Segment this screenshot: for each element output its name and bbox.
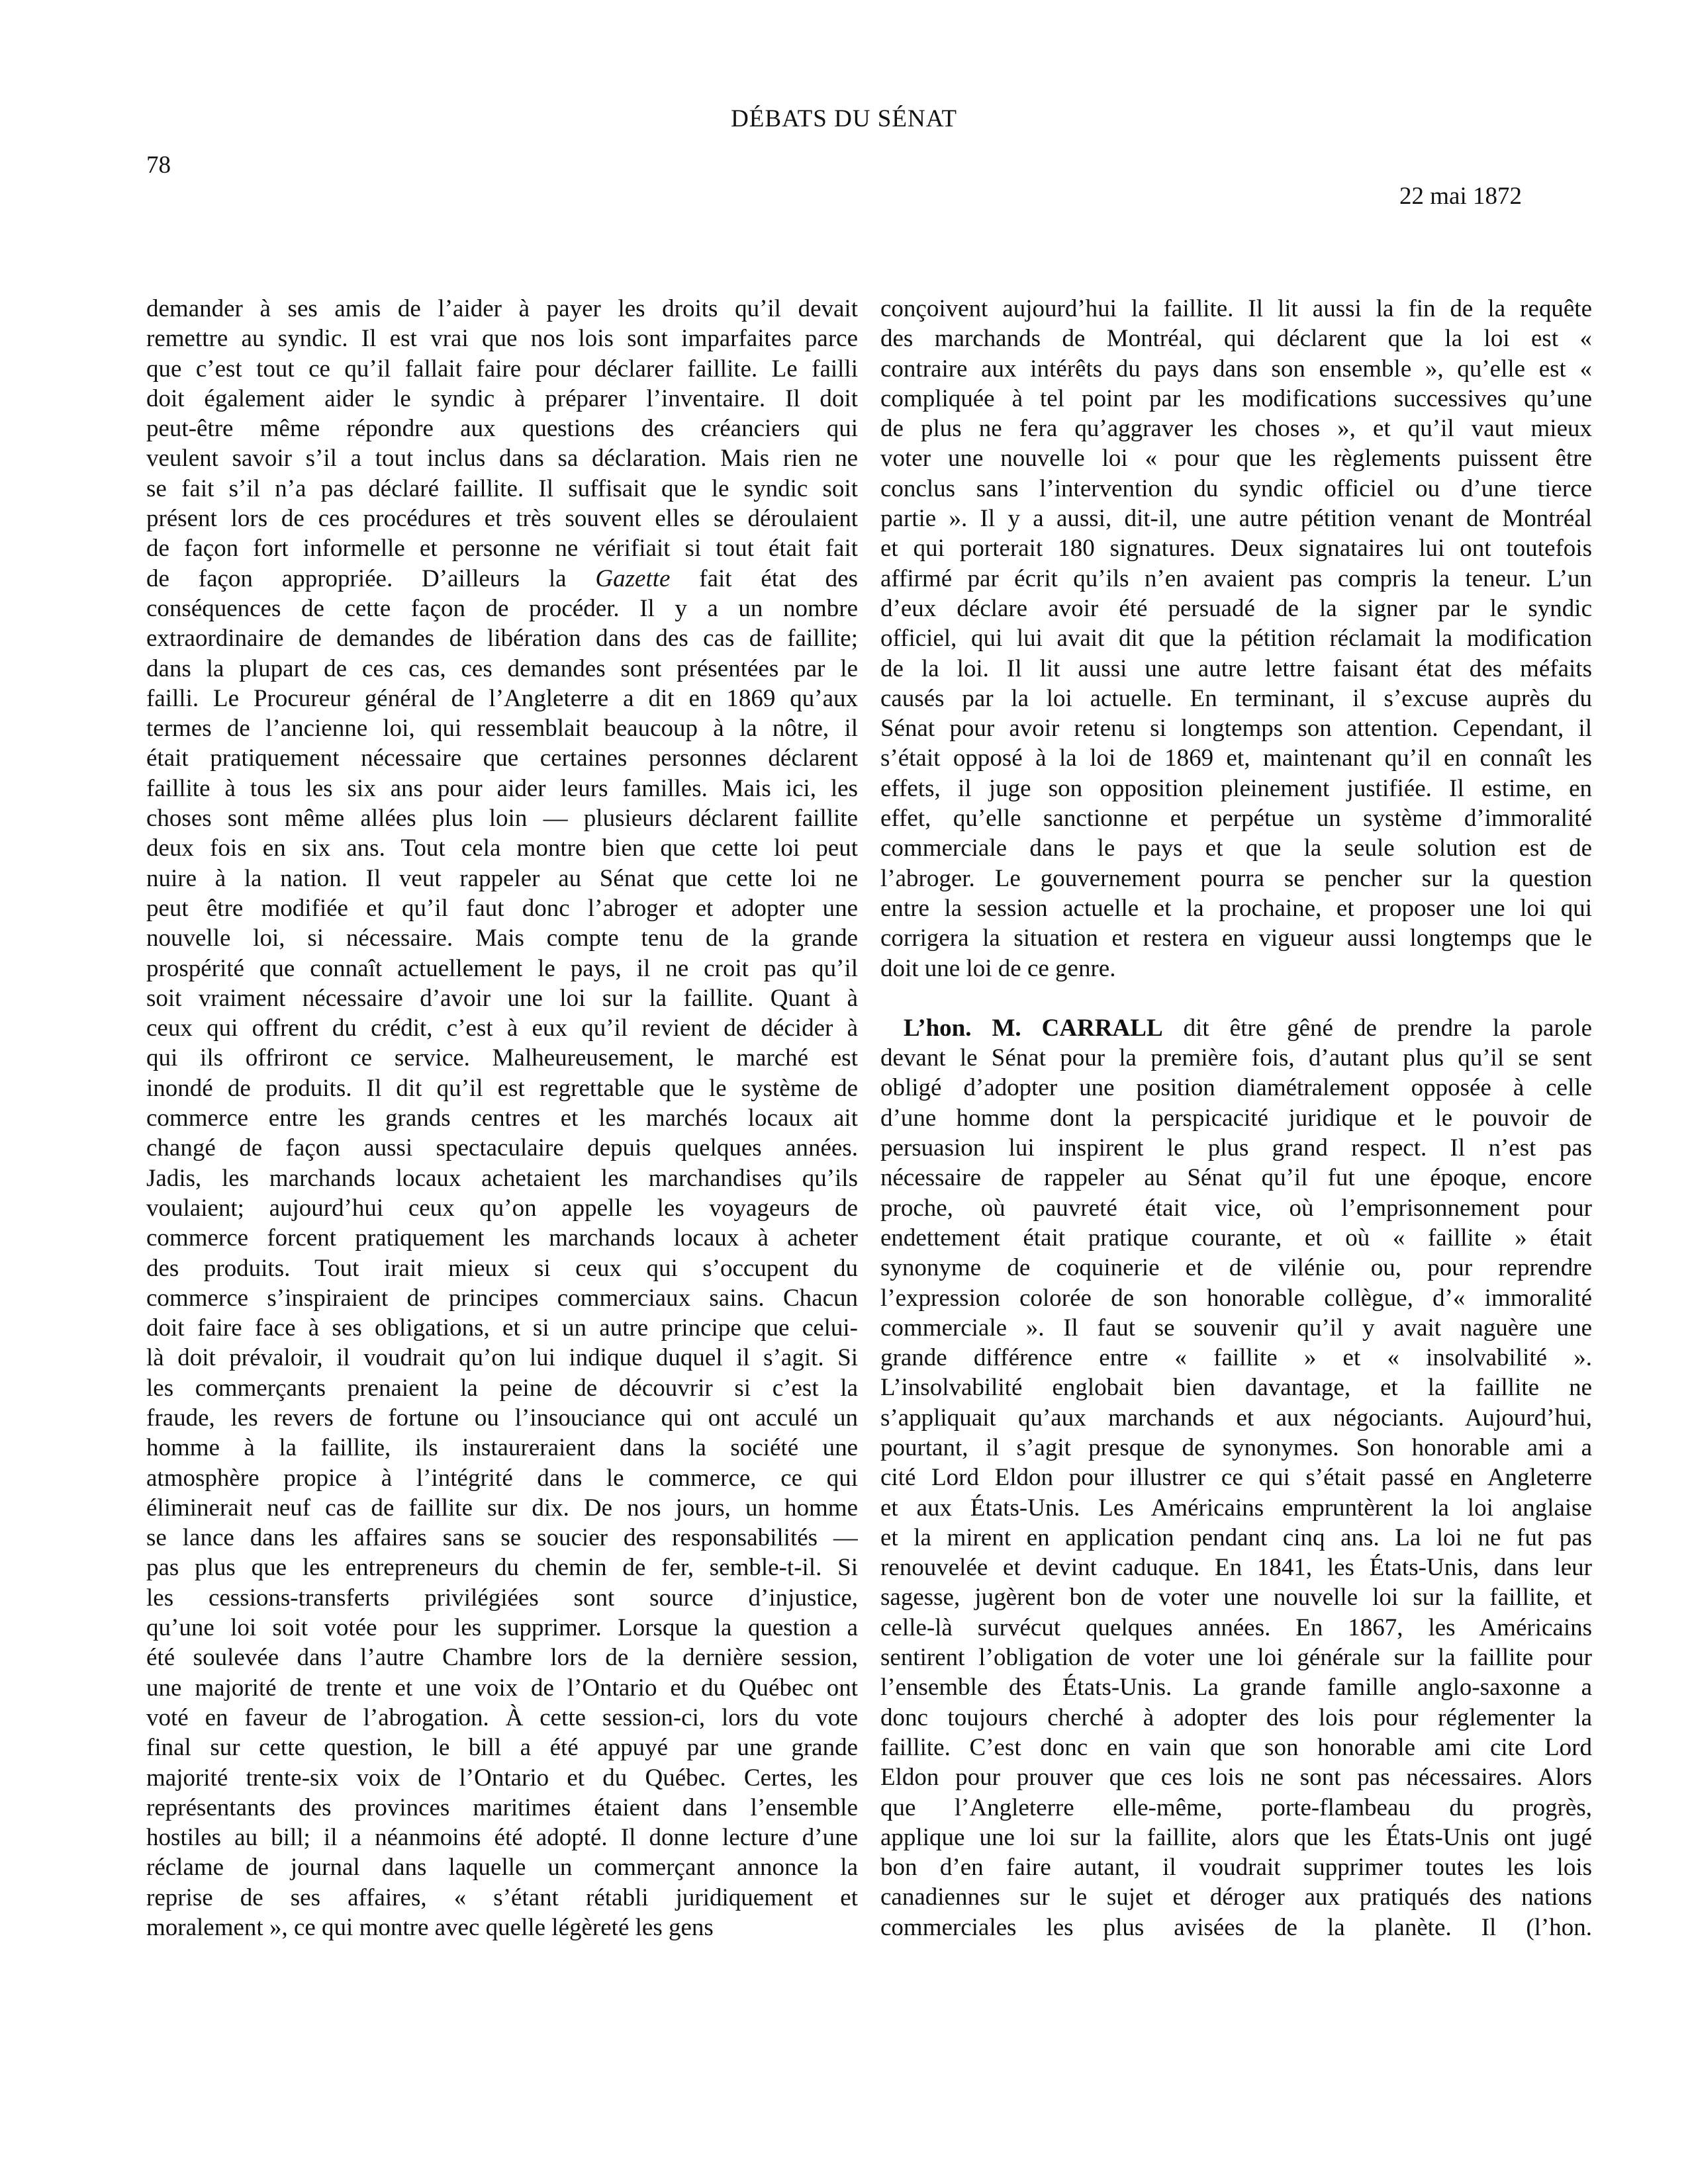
text-line <box>146 1283 858 1313</box>
text-line <box>880 1672 1592 1702</box>
text-line <box>146 833 858 863</box>
text-line <box>146 1613 858 1643</box>
page-date: 22 mai 1872 <box>1399 183 1522 210</box>
text-line <box>146 983 858 1013</box>
text-run: de la loi. Il lit aussi une autre lettre faisant état des méfaits <box>880 655 1592 682</box>
text-line <box>880 893 1592 923</box>
text-run: effets, il juge son opposition pleinement justifiée. Il estime, en <box>880 774 1592 802</box>
text-run: sentirent l’obligation de voter une loi générale sur la faillite pour <box>880 1644 1592 1672</box>
text-line <box>880 294 1592 324</box>
text-line <box>146 1883 858 1913</box>
text-run: proche, où pauvreté était vice, où l’emprisonnement pour <box>880 1194 1592 1222</box>
text-line <box>146 1703 858 1733</box>
paragraph-gap <box>880 983 1592 1013</box>
text-run: Sénat pour avoir retenu si longtemps son attention. Cependant, il <box>880 715 1592 743</box>
text-line <box>880 1223 1592 1253</box>
text-line <box>146 713 858 743</box>
text-line <box>880 1852 1592 1882</box>
text-run: nouvelle loi, si nécessaire. Mais compte tenu de la grande <box>146 925 858 952</box>
text-run: dit être gêné de prendre la parole <box>1162 1014 1592 1042</box>
text-line <box>880 713 1592 743</box>
italic-run: Gazette <box>595 565 671 592</box>
text-line <box>880 1253 1592 1283</box>
text-run: canadiennes sur le sujet et déroger aux pratiqués des nations <box>880 1884 1592 1911</box>
text-run: commerciale dans le pays et que la seule solution est de <box>880 835 1592 862</box>
text-run: d’une homme dont la perspicacité juridique et le pouvoir de <box>880 1104 1592 1132</box>
page-number: 78 <box>146 152 171 179</box>
text-line <box>146 324 858 353</box>
text-line <box>880 1823 1592 1852</box>
text-run: fraude, les revers de fortune ou l’insouciance qui ont acculé un <box>146 1404 858 1432</box>
text-line <box>146 1553 858 1582</box>
text-line <box>880 1553 1592 1582</box>
text-line <box>880 414 1592 443</box>
text-line <box>880 1493 1592 1523</box>
text-run: devant le Sénat pour la première fois, d’autant plus qu’il se sent <box>880 1044 1592 1072</box>
text-run: moralement », ce qui montre avec quelle légèreté les gens <box>146 1914 714 1942</box>
text-line <box>146 1373 858 1403</box>
text-line <box>146 1523 858 1553</box>
text-run: voter une nouvelle loi « pour que les règlements puissent être <box>880 445 1592 473</box>
text-line <box>880 1043 1592 1073</box>
text-run: qui ils offriront ce service. Malheureusement, le marché est <box>146 1044 858 1072</box>
text-run: atmosphère propice à l’intégrité dans le commerce, ce qui <box>146 1464 858 1492</box>
text-line <box>880 1103 1592 1133</box>
text-line <box>880 594 1592 623</box>
text-run: persuasion lui inspirent le plus grand respect. Il n’est pas <box>880 1134 1592 1162</box>
text-run: faillite. C’est donc en vain que son honorable ami cite Lord <box>880 1733 1592 1761</box>
text-line <box>146 414 858 443</box>
text-line <box>146 1433 858 1463</box>
text-line <box>146 893 858 923</box>
text-line <box>880 954 1592 983</box>
text-line <box>880 324 1592 353</box>
text-run: conclus sans l’intervention du syndic officiel ou d’une tierce <box>880 475 1592 502</box>
text-run: voté en faveur de l’abrogation. À cette session-ci, lors du vote <box>146 1704 858 1731</box>
text-line <box>146 774 858 803</box>
text-run: Eldon pour prouver que ces lois ne sont pas nécessaires. Alors <box>880 1764 1592 1792</box>
text-line <box>880 1013 1592 1043</box>
text-line <box>880 1762 1592 1792</box>
text-line <box>146 1223 858 1253</box>
text-line <box>146 1403 858 1433</box>
text-line <box>880 1793 1592 1823</box>
text-line <box>146 743 858 773</box>
text-line <box>880 684 1592 713</box>
text-line <box>880 1523 1592 1553</box>
text-run: celle-là survécut quelques années. En 1867, les Américains <box>880 1614 1592 1641</box>
text-run: ceux qui offrent du crédit, c’est à eux qu’il revient de décider à <box>146 1015 858 1042</box>
text-run: conséquences de cette façon de procéder. Il y a un nombre <box>146 594 858 622</box>
text-line <box>880 1073 1592 1103</box>
text-line <box>146 1193 858 1223</box>
text-line <box>880 864 1592 893</box>
text-run: commerce forcent pratiquement les marchands locaux à acheter <box>146 1224 858 1252</box>
text-line <box>146 1583 858 1613</box>
text-run: veulent savoir s’il a tout inclus dans sa déclaration. Mais rien ne <box>146 445 858 473</box>
text-line <box>146 1793 858 1823</box>
text-run: renouvelée et devint caduque. En 1841, les États-Unis, dans leur <box>880 1554 1592 1582</box>
text-run: final sur cette question, le bill a été appuyé par une grande <box>146 1734 858 1762</box>
text-run: réclame de journal dans laquelle un commerçant annonce la <box>146 1854 858 1882</box>
text-line <box>146 623 858 653</box>
running-head: DÉBATS DU SÉNAT <box>731 105 957 132</box>
text-line <box>880 384 1592 414</box>
text-run: de façon fort informelle et personne ne vérifiait si tout était fait <box>146 535 858 563</box>
text-line <box>146 803 858 833</box>
text-run: une majorité de trente et une voix de l’Ontario et du Québec ont <box>146 1674 858 1702</box>
text-run: présent lors de ces procédures et très souvent elles se déroulaient <box>146 505 858 533</box>
text-run: représentants des provinces maritimes étaient dans l’ensemble <box>146 1794 858 1821</box>
text-line <box>880 1133 1592 1163</box>
text-line <box>146 1103 858 1133</box>
text-line <box>880 1283 1592 1313</box>
text-line <box>880 564 1592 594</box>
text-line <box>880 1163 1592 1193</box>
text-line <box>146 1343 858 1373</box>
text-run: voulaient; aujourd’hui ceux qu’on appelle les voyageurs de <box>146 1194 858 1222</box>
text-run: commerciale ». Il faut se souvenir qu’il y avait naguère une <box>880 1314 1592 1342</box>
text-line <box>146 1253 858 1283</box>
text-line <box>880 1913 1592 1942</box>
text-line <box>880 774 1592 803</box>
text-run: doit une loi de ce genre. <box>880 954 1116 982</box>
text-line <box>146 1073 858 1103</box>
text-run: nécessaire de rappeler au Sénat qu’il fut une époque, encore <box>880 1164 1592 1192</box>
text-run: doit également aider le syndic à préparer l’inventaire. Il doit <box>146 385 858 412</box>
text-line <box>146 1313 858 1343</box>
text-line <box>146 354 858 384</box>
text-run: s’appliquait qu’aux marchands et aux négociants. Aujourd’hui, <box>880 1404 1592 1432</box>
text-line <box>880 443 1592 473</box>
text-line <box>880 1733 1592 1762</box>
text-run: bon d’en faire autant, il voudrait supprimer toutes les lois <box>880 1854 1592 1882</box>
text-run: des produits. Tout irait mieux si ceux qui s’occupent du <box>146 1254 858 1282</box>
text-line <box>146 294 858 324</box>
text-run: éliminerait neuf cas de faillite sur dix. De nos jours, un homme <box>146 1494 858 1522</box>
text-run: d’eux déclare avoir été persuadé de la signer par le syndic <box>880 594 1592 622</box>
text-run: commerciales les plus avisées de la planète. Il (l’hon. <box>880 1913 1592 1941</box>
text-run: conçoivent aujourd’hui la faillite. Il lit aussi la fin de la requête <box>880 295 1592 322</box>
text-run: commerce s’inspiraient de principes commerciaux sains. Chacun <box>146 1284 858 1312</box>
text-line <box>880 354 1592 384</box>
text-run: choses sont même allées plus loin — plusieurs déclarent faillite <box>146 805 858 833</box>
text-line <box>880 1373 1592 1402</box>
text-line <box>880 743 1592 773</box>
text-run: pas plus que les entrepreneurs du chemin de fer, semble-t-il. Si <box>146 1554 858 1582</box>
text-run: été soulevée dans l’autre Chambre lors de la dernière session, <box>146 1644 858 1672</box>
text-run: là doit prévaloir, il voudrait qu’on lui indique duquel il s’agit. Si <box>146 1344 858 1372</box>
text-line <box>880 1313 1592 1343</box>
text-run: donc toujours cherché à adopter des lois pour réglementer la <box>880 1704 1592 1731</box>
text-run: se fait s’il n’a pas déclaré faillite. Il suffisait que le syndic soit <box>146 475 858 502</box>
text-run: et aux États-Unis. Les Américains empruntèrent la loi anglaise <box>880 1494 1592 1522</box>
text-line <box>146 564 858 594</box>
text-run: dans la plupart de ces cas, ces demandes sont présentées par le <box>146 655 858 682</box>
text-run: obligé d’adopter une position diamétralement opposée à celle <box>880 1074 1592 1102</box>
text-run: inondé de produits. Il dit qu’il est regrettable que le système de <box>146 1074 858 1102</box>
text-line <box>880 833 1592 863</box>
left-column <box>146 294 858 1942</box>
text-run: corrigera la situation et restera en vigueur aussi longtemps que le <box>880 925 1592 952</box>
text-run: les commerçants prenaient la peine de découvrir si c’est la <box>146 1374 858 1402</box>
text-run: nuire à la nation. Il veut rappeler au Sénat que cette loi ne <box>146 864 858 892</box>
text-run: que l’Angleterre elle-même, porte-flambeau du progrès, <box>880 1794 1592 1821</box>
text-run: majorité trente-six voix de l’Ontario et du Québec. Certes, les <box>146 1764 858 1792</box>
text-run: faillite à tous les six ans pour aider leurs familles. Mais ici, les <box>146 774 858 802</box>
text-run: failli. Le Procureur général de l’Angleterre a dit en 1869 qu’aux <box>146 684 858 712</box>
text-run: les cessions-transferts privilégiées sont source d’injustice, <box>146 1584 858 1612</box>
right-column <box>880 294 1592 1942</box>
text-run: contraire aux intérêts du pays dans son ensemble », qu’elle est « <box>880 355 1592 383</box>
text-line <box>146 1852 858 1882</box>
text-run: synonyme de coquinerie et de vilénie ou, pour reprendre <box>880 1254 1592 1282</box>
text-line <box>880 1703 1592 1733</box>
text-line <box>880 1582 1592 1612</box>
text-run: entre la session actuelle et la prochaine, et proposer une loi qui <box>880 894 1592 922</box>
text-line <box>146 1133 858 1163</box>
text-run: hostiles au bill; il a néanmoins été adopté. Il donne lecture d’une <box>146 1824 858 1852</box>
text-line <box>880 803 1592 833</box>
text-run: grande différence entre « faillite » et « insolvabilité ». <box>880 1344 1592 1372</box>
text-line <box>880 1403 1592 1433</box>
text-run: qu’une loi soit votée pour les supprimer. Lorsque la question a <box>146 1614 858 1642</box>
text-run: et la mirent en application pendant cinq ans. La loi ne fut pas <box>880 1524 1592 1551</box>
text-run: L’insolvabilité englobait bien davantage, et la faillite ne <box>880 1374 1592 1402</box>
text-line <box>880 923 1592 953</box>
text-run: que c’est tout ce qu’il fallait faire pour déclarer faillite. Le failli <box>146 355 858 383</box>
text-line <box>146 1043 858 1073</box>
text-run: effet, qu’elle sanctionne et perpétue un système d’immoralité <box>880 805 1592 833</box>
text-run: commerce entre les grands centres et les marchés locaux ait <box>146 1105 858 1132</box>
text-line <box>880 654 1592 684</box>
text-run: reprise de ses affaires, « s’étant rétabli juridiquement et <box>146 1884 858 1911</box>
text-run: remettre au syndic. Il est vrai que nos lois sont imparfaites parce <box>146 325 858 353</box>
text-run: fait état des <box>670 565 858 592</box>
text-line <box>146 1913 858 1942</box>
text-line <box>146 504 858 533</box>
text-line <box>880 1343 1592 1373</box>
text-run: affirmé par écrit qu’ils n’en avaient pas compris la teneur. L’un <box>880 565 1592 592</box>
text-line <box>146 594 858 623</box>
text-line <box>880 1463 1592 1492</box>
text-run: de plus ne fera qu’aggraver les choses », et qu’il vaut mieux <box>880 415 1592 443</box>
text-line <box>146 923 858 953</box>
text-run: homme à la faillite, ils instaureraient dans la société une <box>146 1434 858 1462</box>
text-line <box>146 1643 858 1672</box>
text-line <box>146 684 858 713</box>
text-line <box>146 474 858 504</box>
text-run: endettement était pratique courante, et où « faillite » était <box>880 1224 1592 1251</box>
text-run: peut être modifiée et qu’il faut donc l’abroger et adopter une <box>146 894 858 922</box>
text-run: sagesse, jugèrent bon de voter une nouvelle loi sur la faillite, et <box>880 1584 1592 1612</box>
text-run: partie ». Il y a aussi, dit-il, une autre pétition venant de Montréal <box>880 505 1592 533</box>
text-line <box>146 1013 858 1043</box>
text-line <box>880 1613 1592 1643</box>
text-run: changé de façon aussi spectaculaire depuis quelques années. <box>146 1134 858 1162</box>
text-run: compliquée à tel point par les modifications successives qu’une <box>880 385 1592 412</box>
text-run: extraordinaire de demandes de libération dans des cas de faillite; <box>146 625 858 653</box>
text-line <box>146 1673 858 1703</box>
text-run: et qui porterait 180 signatures. Deux signataires lui ont toutefois <box>880 535 1592 563</box>
text-line <box>146 533 858 563</box>
text-line <box>880 1193 1592 1223</box>
text-run: cité Lord Eldon pour illustrer ce qui s’était passé en Angleterre <box>880 1464 1592 1492</box>
text-run: prospérité que connaît actuellement le pays, il ne croit pas qu’il <box>146 954 858 982</box>
text-line <box>880 533 1592 563</box>
text-run: applique une loi sur la faillite, alors que les États-Unis ont jugé <box>880 1823 1592 1851</box>
text-line <box>880 474 1592 504</box>
text-line <box>146 1763 858 1793</box>
text-run: pourtant, il s’agit presque de synonymes. Son honorable ami a <box>880 1433 1592 1461</box>
text-run: de façon appropriée. D’ailleurs la <box>146 565 596 592</box>
text-run: soit vraiment nécessaire d’avoir une loi sur la faillite. Quant à <box>146 984 858 1012</box>
text-run: était pratiquement nécessaire que certaines personnes déclarent <box>146 745 858 772</box>
text-run: se lance dans les affaires sans se soucier des responsabilités — <box>146 1524 858 1552</box>
text-line <box>146 1823 858 1852</box>
text-line <box>146 954 858 983</box>
text-run: des marchands de Montréal, qui déclarent que la loi est « <box>880 325 1592 353</box>
text-line <box>880 504 1592 533</box>
text-run: l’ensemble des États-Unis. La grande famille anglo-saxonne a <box>880 1674 1592 1702</box>
text-line <box>880 623 1592 653</box>
text-run: Jadis, les marchands locaux achetaient les marchandises qu’ils <box>146 1164 858 1192</box>
text-run: demander à ses amis de l’aider à payer les droits qu’il devait <box>146 295 858 322</box>
text-line <box>880 1643 1592 1672</box>
text-run: l’expression colorée de son honorable collègue, d’« immoralité <box>880 1284 1592 1312</box>
text-line <box>146 443 858 473</box>
text-line <box>146 384 858 414</box>
text-run: officiel, qui lui avait dit que la pétition réclamait la modification <box>880 625 1592 653</box>
text-run: doit faire face à ses obligations, et si un autre principe que celui- <box>146 1314 858 1342</box>
text-line <box>146 1163 858 1193</box>
text-run: l’abroger. Le gouvernement pourra se pencher sur la question <box>880 864 1592 892</box>
text-line <box>146 1463 858 1493</box>
text-line <box>880 1433 1592 1463</box>
text-run: deux fois en six ans. Tout cela montre bien que cette loi peut <box>146 835 858 862</box>
text-line <box>146 1493 858 1523</box>
text-line <box>146 654 858 684</box>
text-run: peut-être même répondre aux questions des créanciers qui <box>146 415 858 443</box>
text-line <box>146 1733 858 1762</box>
speaker-name: L’hon. M. CARRALL <box>904 1014 1163 1042</box>
text-run: termes de l’ancienne loi, qui ressemblait beaucoup à la nôtre, il <box>146 715 858 743</box>
text-line <box>880 1882 1592 1912</box>
text-run: s’était opposé à la loi de 1869 et, maintenant qu’il en connaît les <box>880 745 1592 772</box>
text-line <box>146 864 858 893</box>
text-run: causés par la loi actuelle. En terminant, il s’excuse auprès du <box>880 684 1592 712</box>
